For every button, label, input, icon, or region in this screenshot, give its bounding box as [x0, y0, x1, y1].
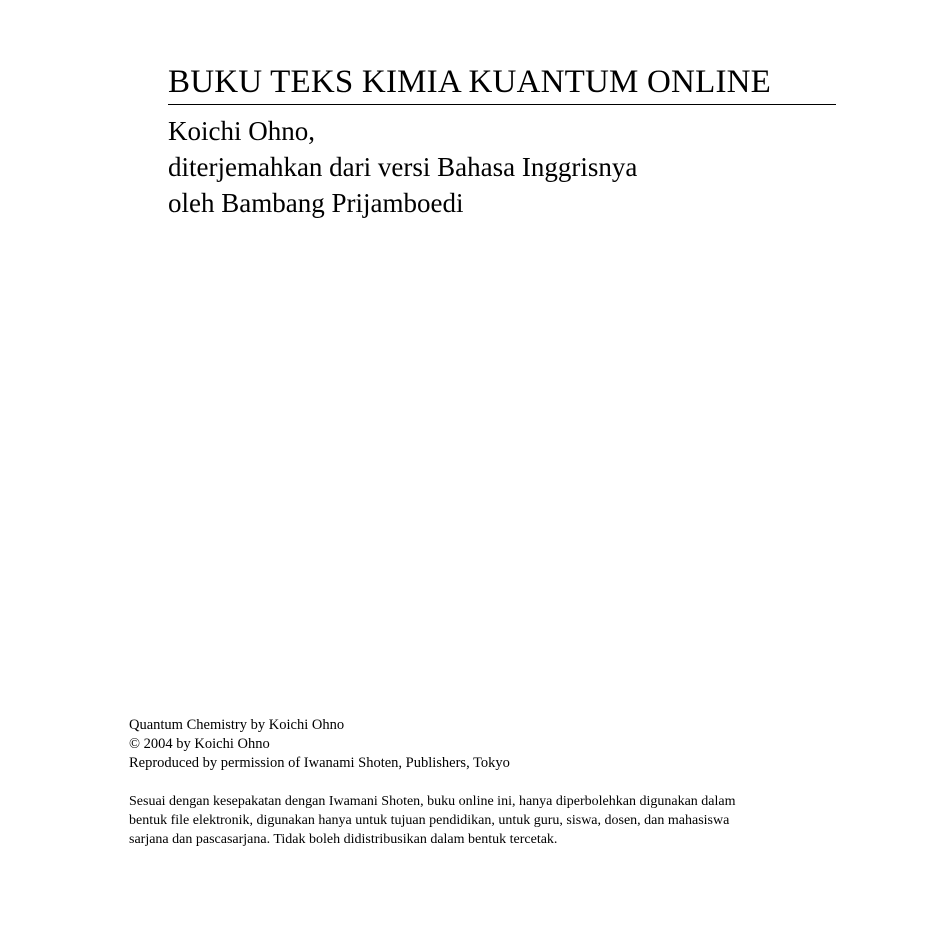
original-work-line: Quantum Chemistry by Koichi Ohno [129, 717, 345, 733]
translator-line: oleh Bambang Prijamboedi [168, 188, 464, 218]
copyright-credits [129, 716, 849, 773]
author-translator-block [168, 113, 836, 221]
title-block [168, 62, 836, 221]
permission-line: Sesuai dengan kesepakatan dengan Iwamani Shoten, buku online ini, hanya diperbolehkan digunakan dalam [129, 794, 736, 809]
permission-line: bentuk file elektronik, digunakan hanya untuk tujuan pendidikan, untuk guru, siswa, dosen, dan mahasiswa [129, 813, 730, 828]
reproduction-permission-line: Reproduced by permission of Iwanami Shoten, Publishers, Tokyo [129, 755, 510, 771]
permission-line: sarjana dan pascasarjana. Tidak boleh didistribusikan dalam bentuk tercetak. [129, 832, 558, 847]
title-underline [168, 104, 836, 105]
author-line: Koichi Ohno, [168, 116, 315, 146]
copyright-line: © 2004 by Koichi Ohno [129, 736, 270, 752]
translation-note-line: diterjemahkan dari versi Bahasa Inggrisnya [168, 152, 638, 182]
usage-permission-note [129, 792, 849, 849]
book-title: BUKU TEKS KIMIA KUANTUM ONLINE [168, 64, 772, 100]
